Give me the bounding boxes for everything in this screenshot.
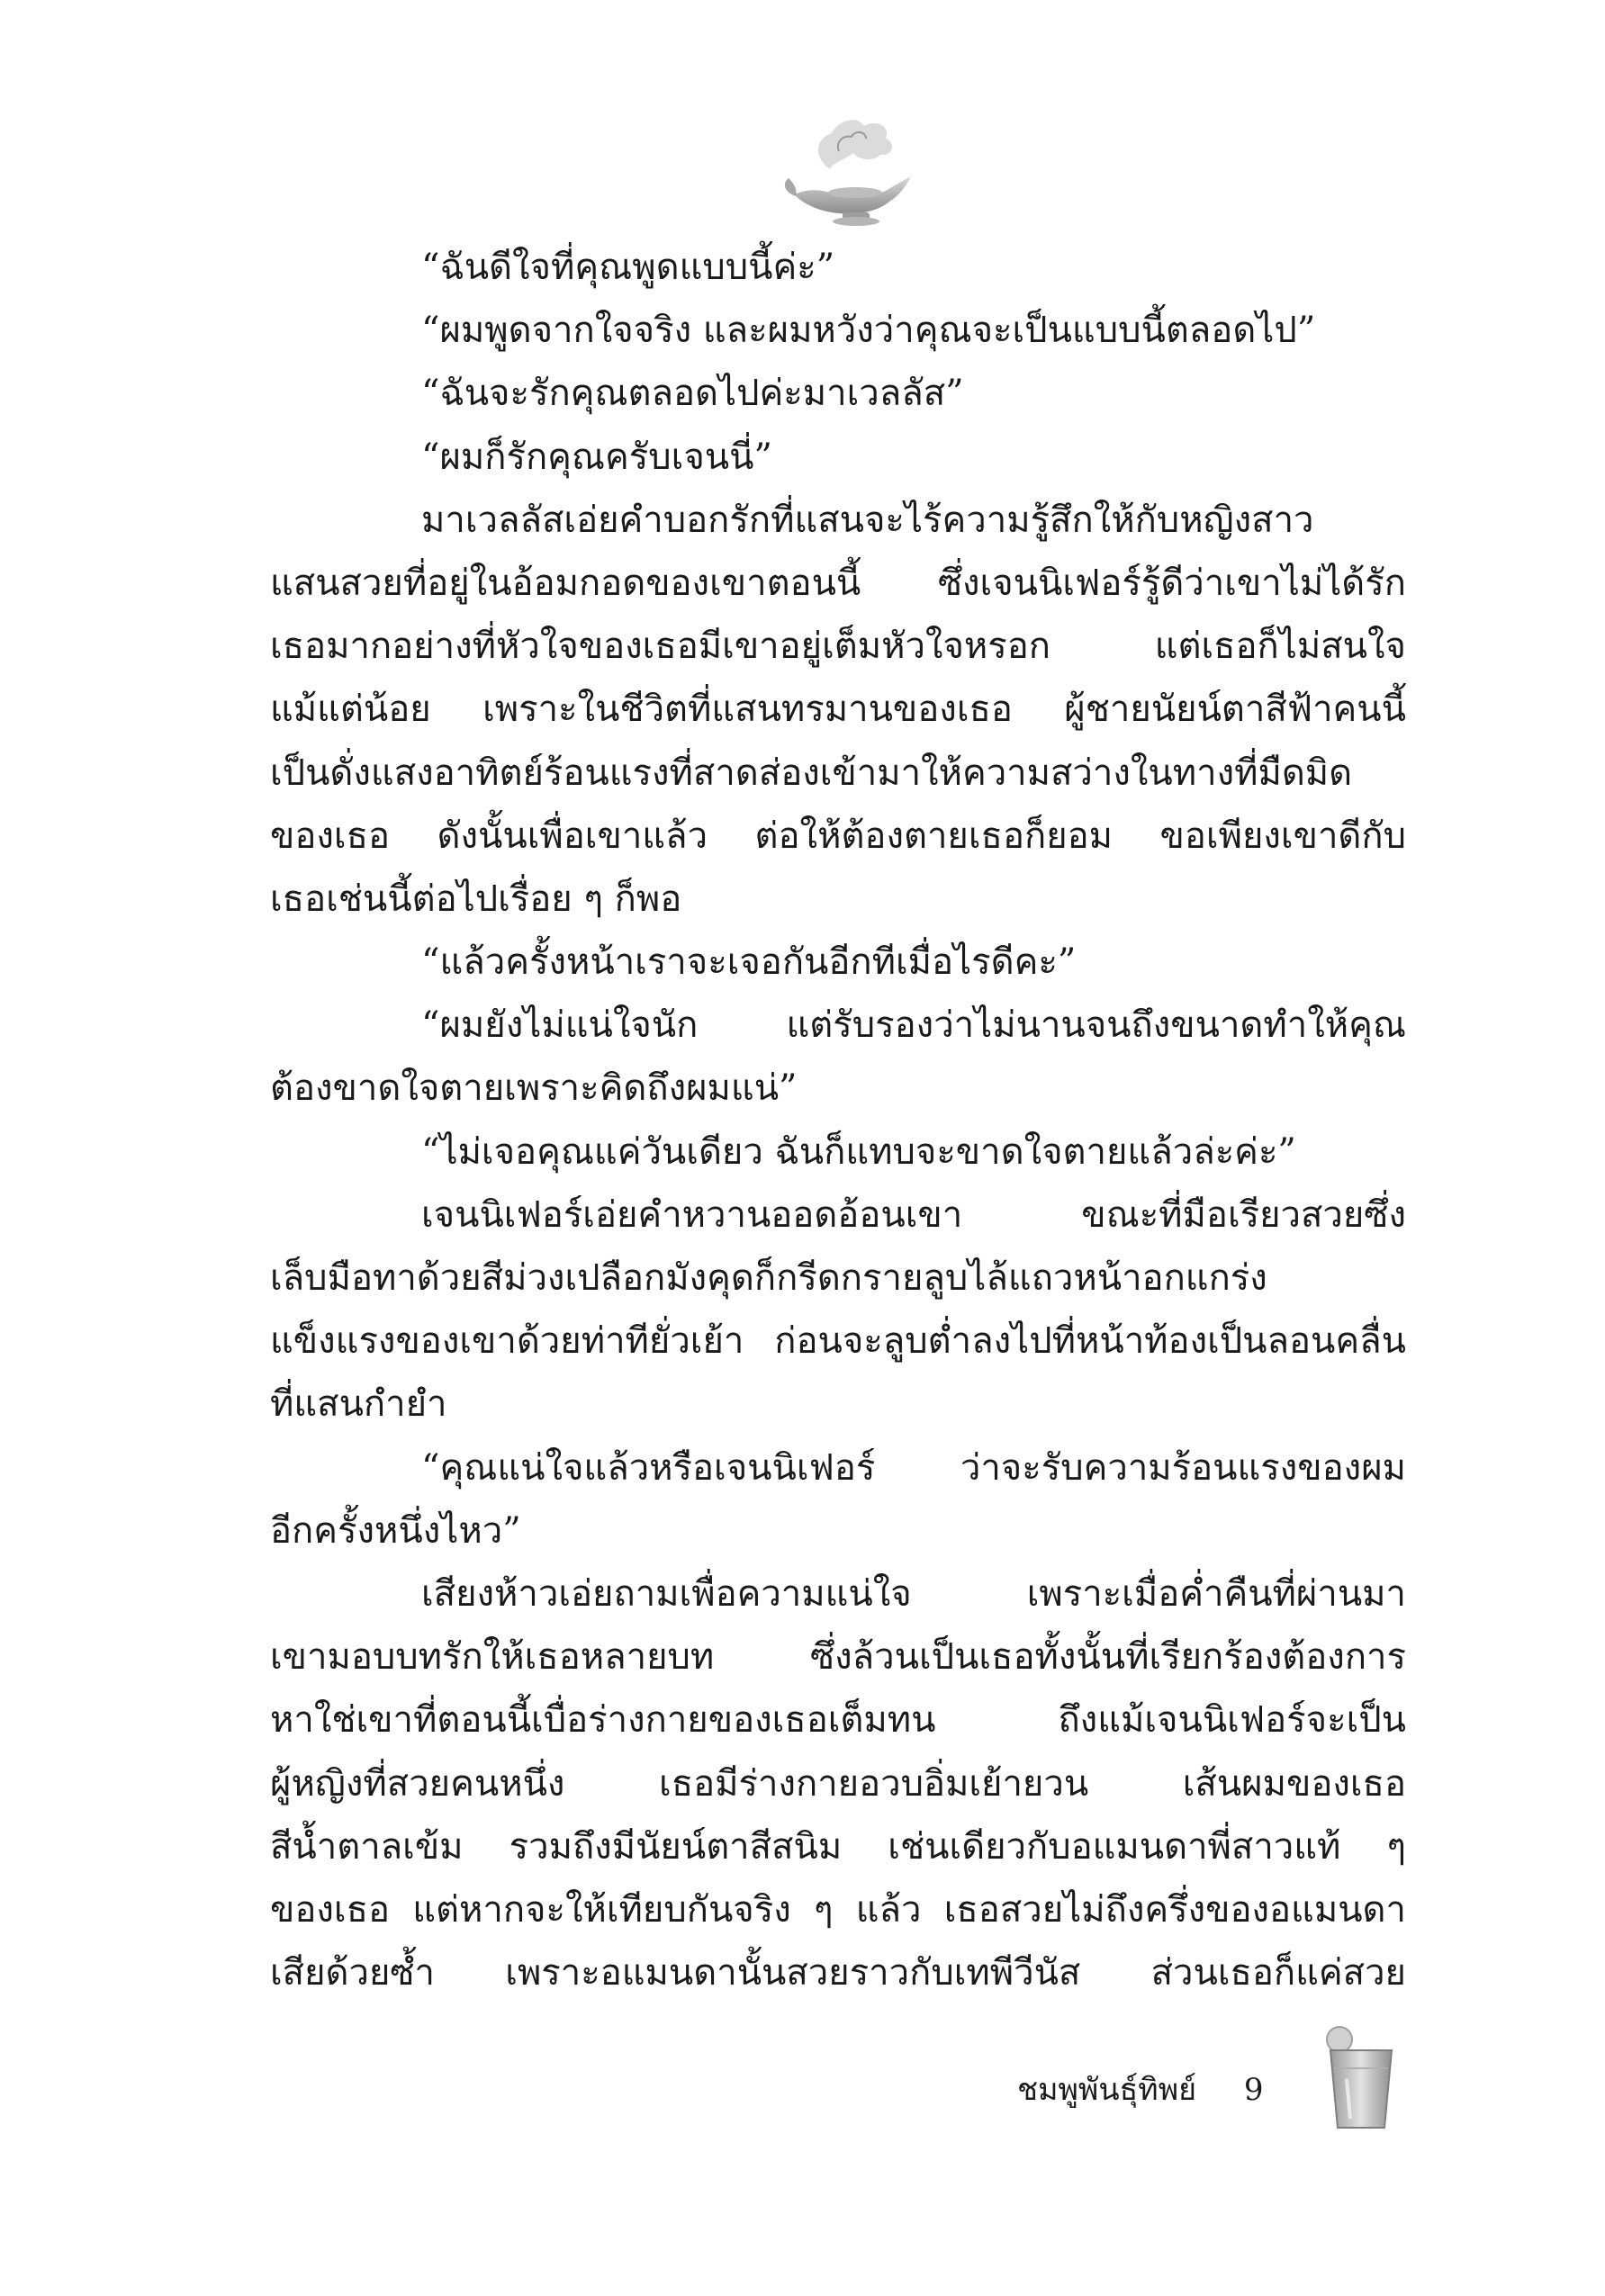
- paragraph-line: เล็บมือทาด้วยสีม่วงเปลือกมังคุดก็กรีดกรายลูบไล้แถวหน้าอกแกร่ง: [270, 1257, 1267, 1299]
- page-number: 9: [1243, 2072, 1264, 2108]
- dialogue-line: “ไม่เจอคุณแค่วันเดียว ฉันก็แทบจะขาดใจตายแล้วล่ะค่ะ”: [421, 1130, 1296, 1173]
- page-body: [270, 236, 1406, 2004]
- magic-lamp-ornament-icon: [776, 106, 920, 228]
- paragraph-line: เขามอบบทรักให้เธอหลายบท ซึ่งล้วนเป็นเธอทั้งนั้นที่เรียกร้องต้องการ: [270, 1636, 1406, 1679]
- paragraph-line: ที่แสนกำยำ: [270, 1383, 447, 1426]
- paragraph-line: ผู้หญิงที่สวยคนหนึ่ง เธอมีร่างกายอวบอิ่มเย้ายวน เส้นผมของเธอ: [270, 1762, 1406, 1805]
- dialogue-line: “ผมพูดจากใจจริง และผมหวังว่าคุณจะเป็นแบบนี้ตลอดไป”: [421, 310, 1316, 352]
- paragraph-line: แข็งแรงของเขาด้วยท่าทียั่วเย้า ก่อนจะลูบต่ำลงไปที่หน้าท้องเป็นลอนคลื่น: [270, 1320, 1406, 1363]
- paragraph-line: มาเวลลัสเอ่ยคำบอกรักที่แสนจะไร้ความรู้สึกให้กับหญิงสาว: [421, 499, 1314, 541]
- paragraph-line: หาใช่เขาที่ตอนนี้เบื่อร่างกายของเธอเต็มทน ถึงแม้เจนนิเฟอร์จะเป็น: [270, 1699, 1406, 1742]
- paragraph-line: ของเธอ แต่หากจะให้เทียบกันจริง ๆ แล้ว เธอสวยไม่ถึงครึ่งของอแมนดา: [270, 1888, 1406, 1931]
- dialogue-line: “ฉันจะรักคุณตลอดไปค่ะมาเวลลัส”: [421, 373, 964, 415]
- book-title: ชมพูพันธุ์ทิพย์: [1017, 2072, 1197, 2108]
- paragraph-line: เสียด้วยซ้ำ เพราะอแมนดานั้นสวยราวกับเทพีวีนัส ส่วนเธอก็แค่สวย: [270, 1952, 1406, 1994]
- paragraph-line: “ผมยังไม่แน่ใจนัก แต่รับรองว่าไม่นานจนถึงขนาดทำให้คุณ: [421, 1004, 1406, 1047]
- paragraph-line: เธอมากอย่างที่หัวใจของเธอมีเขาอยู่เต็มหัวใจหรอก แต่เธอก็ไม่สนใจ: [270, 626, 1406, 668]
- dialogue-line: “ผมก็รักคุณครับเจนนี่”: [421, 436, 772, 478]
- dialogue-line: “แล้วครั้งหน้าเราจะเจอกันอีกทีเมื่อไรดีคะ”: [421, 941, 1077, 984]
- paragraph-line: แสนสวยที่อยู่ในอ้อมกอดของเขาตอนนี้ ซึ่งเจนนิเฟอร์รู้ดีว่าเขาไม่ได้รัก: [270, 562, 1406, 604]
- glass-of-water-icon: [1320, 2025, 1402, 2133]
- page-footer: [1017, 2063, 1264, 2117]
- paragraph-line: อีกครั้งหนึ่งไหว”: [270, 1509, 521, 1552]
- paragraph-line: เป็นดั่งแสงอาทิตย์ร้อนแรงที่สาดส่องเข้ามาให้ความสว่างในทางที่มืดมิด: [270, 752, 1353, 794]
- paragraph-line: “คุณแน่ใจแล้วหรือเจนนิเฟอร์ ว่าจะรับความร้อนแรงของผม: [421, 1446, 1406, 1489]
- paragraph-line: เจนนิเฟอร์เอ่ยคำหวานออดอ้อนเขา ขณะที่มือเรียวสวยซึ่ง: [421, 1193, 1406, 1236]
- paragraph-line: ของเธอ ดังนั้นเพื่อเขาแล้ว ต่อให้ต้องตายเธอก็ยอม ขอเพียงเขาดีกับ: [270, 815, 1406, 857]
- paragraph-line: แม้แต่น้อย เพราะในชีวิตที่แสนทรมานของเธอ ผู้ชายนัยน์ตาสีฟ้าคนนี้: [270, 689, 1406, 731]
- dialogue-line: “ฉันดีใจที่คุณพูดแบบนี้ค่ะ”: [421, 247, 835, 288]
- paragraph-line: เธอเช่นนี้ต่อไปเรื่อย ๆ ก็พอ: [270, 878, 682, 920]
- paragraph-line: ต้องขาดใจตายเพราะคิดถึงผมแน่”: [270, 1067, 798, 1110]
- paragraph-line: เสียงห้าวเอ่ยถามเพื่อความแน่ใจ เพราะเมื่อค่ำคืนที่ผ่านมา: [421, 1572, 1406, 1615]
- paragraph-line: สีน้ำตาลเข้ม รวมถึงมีนัยน์ตาสีสนิม เช่นเดียวกับอแมนดาพี่สาวแท้ ๆ: [270, 1825, 1406, 1868]
